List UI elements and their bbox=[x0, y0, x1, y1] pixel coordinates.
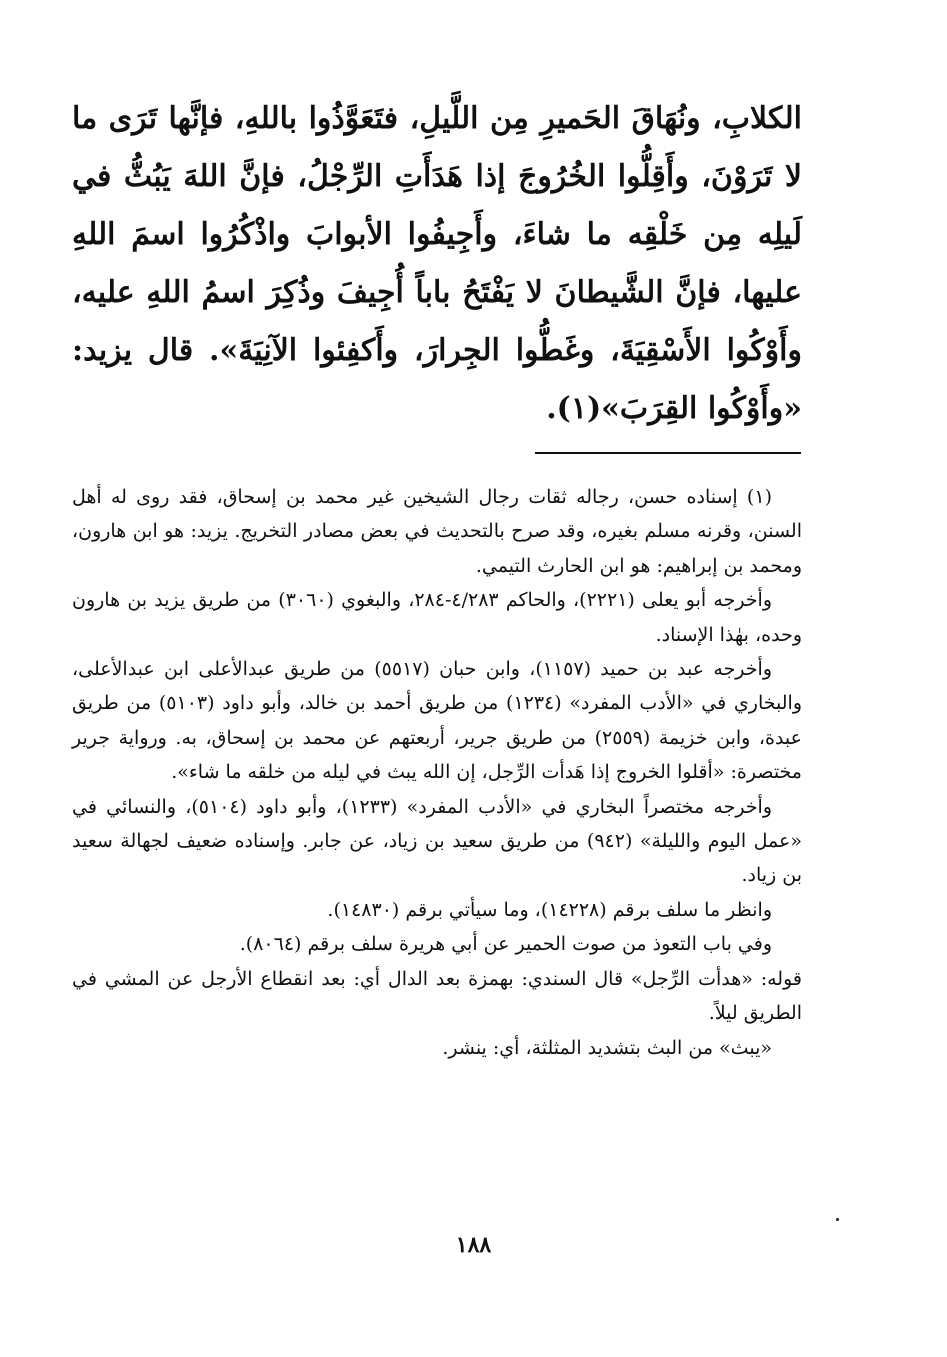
footnote-paragraph: وأخرجه أبو يعلى (٢٢٢١)، والحاكم ٤/٢٨٣-٢٨٤، والبغوي (٣٠٦٠) من طريق يزيد بن هارون وحده، بهٰذا الإسناد. bbox=[72, 589, 802, 646]
footnote-paragraph: قوله: «هدأت الرِّجل» قال السندي: بهمزة بعد الدال أي: بعد انقطاع الأرجل عن المشي في الطريق ليلاً. bbox=[72, 967, 802, 1025]
hadith-paragraph: الكلابِ، ونُهَاقَ الحَميرِ مِن اللَّيلِ، فتَعَوَّذُوا باللهِ، فإنَّها تَرَى ما لا تَرَوْنَ، وأَقِلُّوا الخُرُوجَ إذا هَدَأَتِ الرِّجْلُ، فإنَّ اللهَ يَبُثُّ في لَيلِه مِن خَلْقِه ما شاءَ، وأَجِيفُوا الأبوابَ واذْكُرُوا اسمَ اللهِ عليها، فإنَّ الشَّيطانَ لا يَفْتَحُ باباً أُجِيفَ وذُكِرَ اسمُ اللهِ عليه، وأَوْكُوا الأَسْقِيَةَ، وغَطُّوا الجِرارَ، وأَكفِئوا الآنِيَةَ». قال يزيد: «وأَوْكُوا القِرَبَ»(١). bbox=[72, 101, 802, 426]
footnote-paragraph: وأخرجه عبد بن حميد (١١٥٧)، وابن حبان (٥٥١٧) من طريق عبدالأعلى ابن عبدالأعلى، والبخاري في «الأدب المفرد» (١٢٣٤) من طريق أحمد بن خالد، وأبو داود (٥١٠٣) من طريق عبدة، وابن خزيمة (٢٥٥٩) من طريق جرير، أربعتهم عن محمد بن إسحاق، به. ورواية جرير مختصرة: «أقلوا الخروج إذا هَدأت الرِّجل، إن الله يبث في ليله من خلقه ما شاء». bbox=[72, 658, 802, 784]
footnote-paragraph: وانظر ما سلف برقم (١٤٢٢٨)، وما سيأتي برقم (١٤٨٣٠). bbox=[327, 898, 772, 921]
footnote-paragraph: «يبث» من البث بتشديد المثلثة، أي: ينشر. bbox=[442, 1036, 772, 1059]
footnote-paragraph: وأخرجه مختصراً البخاري في «الأدب المفرد» (١٢٣٣)، وأبو داود (٥١٠٤)، والنسائي في «عمل اليوم والليلة» (٩٤٢) من طريق سعيد بن زياد، عن جابر. وإسناده ضعيف لجهالة سعيد بن زياد. bbox=[72, 795, 802, 887]
footnote-paragraph: (١) إسناده حسن، رجاله ثقات رجال الشيخين غير محمد بن إسحاق، فقد روى له أهل السنن، وقرنه مسلم بغيره، وقد صرح بالتحديث في بعض مصادر التخريج. يزيد: هو ابن هارون، ومحمد بن إبراهيم: هو ابن الحارث التيمي. bbox=[72, 486, 802, 577]
page-number: ١٨٨ bbox=[455, 1232, 492, 1258]
footnote-paragraph: وفي باب التعوذ من صوت الحمير عن أبي هريرة سلف برقم (٨٠٦٤). bbox=[239, 933, 772, 956]
footnotes-block bbox=[72, 480, 802, 1065]
main-text-block bbox=[72, 90, 802, 438]
scan-speck bbox=[836, 1218, 839, 1221]
footnote-separator bbox=[535, 452, 801, 454]
